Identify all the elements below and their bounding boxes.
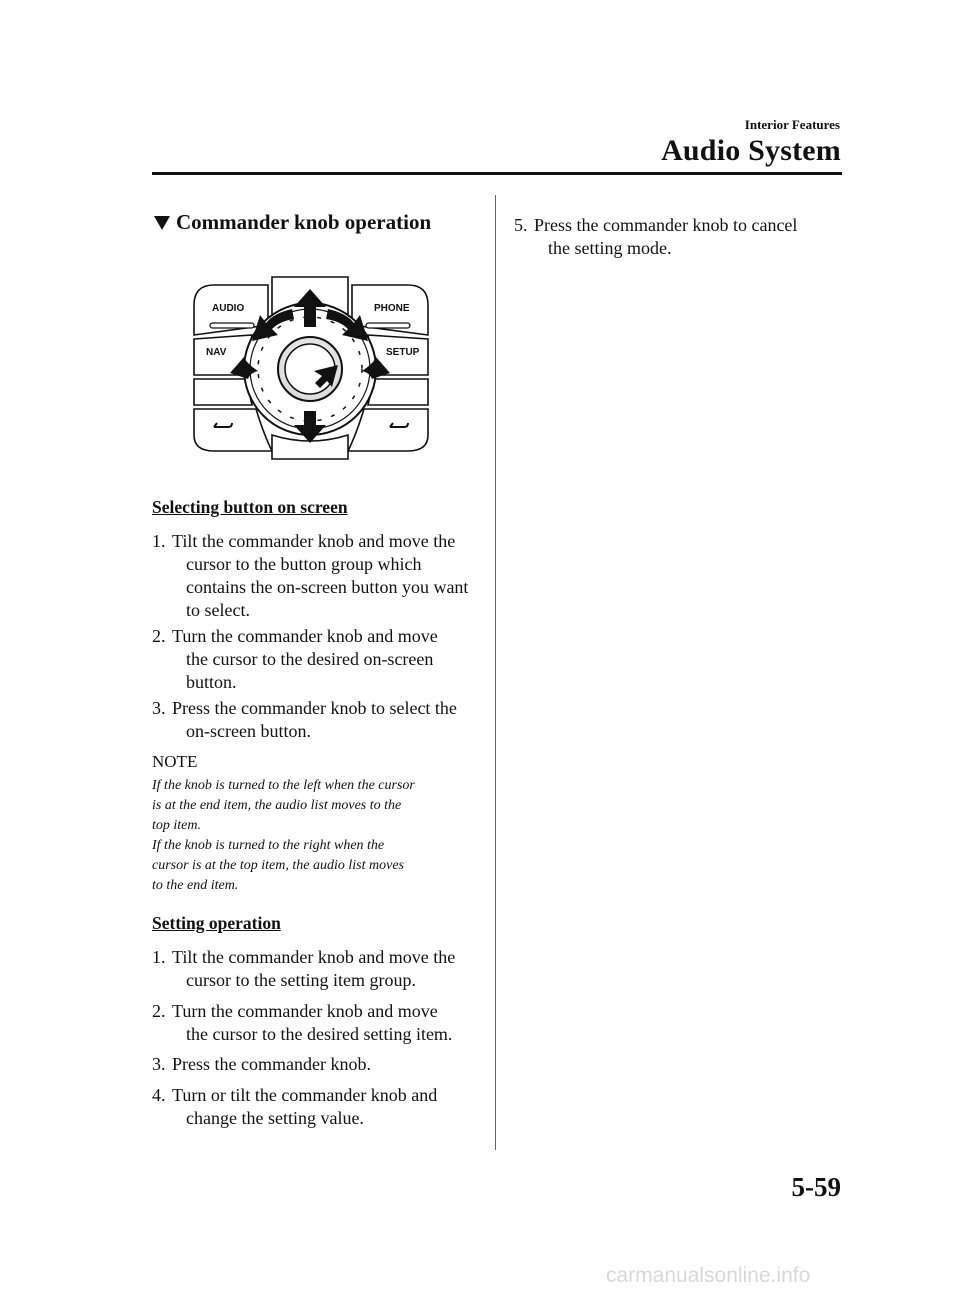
step-text-line: Tilt the commander knob and move the — [172, 531, 456, 551]
commander-knob-figure — [186, 275, 434, 468]
step-item — [514, 214, 839, 260]
note-line: is at the end item, the audio list moves to the — [152, 798, 402, 813]
step-text-line: change the setting value. — [186, 1108, 364, 1128]
step-text-line: cursor to the button group which — [186, 554, 422, 574]
setup-label: SETUP — [386, 347, 420, 358]
note-line: If the knob is turned to the right when the — [152, 838, 385, 853]
step-text-line: contains the on-screen button you want — [186, 577, 469, 597]
header-section-label: Interior Features — [744, 117, 840, 132]
step-text-line: the setting mode. — [548, 238, 672, 258]
step-item — [152, 1084, 477, 1130]
step-number: 1. — [152, 947, 166, 967]
page-number: 5-59 — [791, 1172, 841, 1202]
step-text-line: the cursor to the desired setting item. — [186, 1024, 453, 1044]
step-item — [152, 1053, 477, 1076]
section-title — [154, 210, 431, 235]
step-number: 3. — [152, 698, 166, 718]
step-item — [152, 946, 477, 992]
subheading-selecting-button: Selecting button on screen — [152, 497, 348, 517]
step-number: 2. — [152, 1001, 166, 1021]
note-line: If the knob is turned to the left when the cursor — [152, 778, 415, 793]
subheading-setting-operation: Setting operation — [152, 913, 281, 933]
step-text-line: Press the commander knob to cancel — [534, 215, 798, 235]
step-item — [152, 625, 477, 694]
step-number: 3. — [152, 1054, 166, 1074]
step-text-line: cursor to the setting item group. — [186, 970, 416, 990]
note-line: to the end item. — [152, 878, 239, 893]
note-line: cursor is at the top item, the audio list moves — [152, 858, 404, 873]
header-title: Audio System — [661, 134, 841, 167]
section-title-text: Commander knob operation — [176, 210, 432, 234]
step-number: 2. — [152, 626, 166, 646]
step-text-line: the cursor to the desired on-screen — [186, 649, 434, 669]
step-number: 1. — [152, 531, 166, 551]
step-text-line: to select. — [186, 600, 250, 620]
step-text-line: Turn the commander knob and move — [172, 626, 438, 646]
note-line: top item. — [152, 818, 201, 833]
step-number: 4. — [152, 1085, 166, 1105]
step-item — [152, 530, 477, 622]
step-text-line: button. — [186, 672, 237, 692]
step-item — [152, 1000, 477, 1046]
step-item — [152, 697, 477, 743]
nav-label: NAV — [206, 347, 227, 358]
note-text — [152, 776, 482, 896]
step-text-line: Turn the commander knob and move — [172, 1001, 438, 1021]
step-text-line: Tilt the commander knob and move the — [172, 947, 456, 967]
step-text-line: on-screen button. — [186, 721, 311, 741]
step-text-line: Press the commander knob. — [172, 1054, 371, 1074]
audio-label: AUDIO — [212, 303, 245, 314]
step-number: 5. — [514, 215, 528, 235]
watermark: carmanualsonline.info — [606, 1264, 811, 1287]
note-label: NOTE — [152, 752, 198, 771]
triangle-bullet-icon — [154, 216, 170, 230]
phone-label: PHONE — [374, 303, 410, 314]
step-text-line: Press the commander knob to select the — [172, 698, 457, 718]
step-text-line: Turn or tilt the commander knob and — [172, 1085, 438, 1105]
header-rule — [152, 172, 842, 175]
column-divider — [495, 195, 496, 1150]
